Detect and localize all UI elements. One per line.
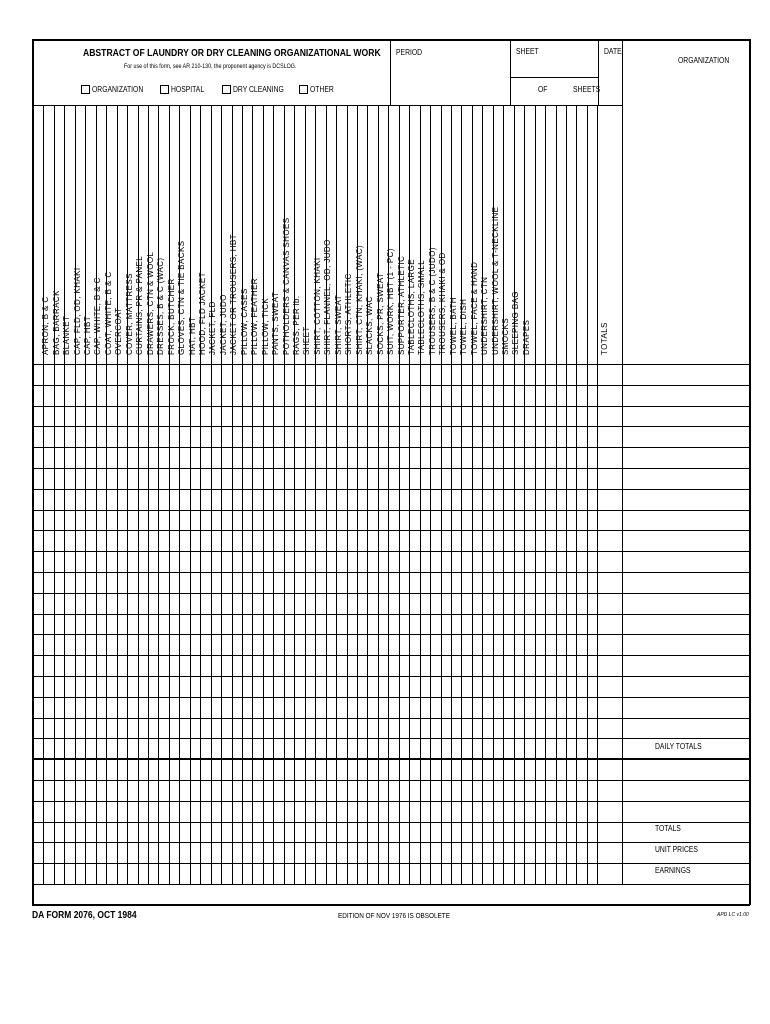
column-line xyxy=(273,105,274,885)
row-line xyxy=(32,426,750,427)
row-line xyxy=(32,697,750,698)
dry-cleaning-checkbox[interactable] xyxy=(222,85,231,94)
column-line xyxy=(367,105,368,885)
item-header: CAP, FLD, OD, KHAKI xyxy=(72,267,82,355)
header-divider xyxy=(390,39,391,105)
period-label: PERIOD xyxy=(396,48,423,57)
column-line xyxy=(85,105,86,885)
header-divider xyxy=(510,39,511,105)
daily-totals-label: DAILY TOTALS xyxy=(655,742,702,751)
column-line xyxy=(482,105,483,885)
item-header: PILLOW, FEATHER xyxy=(250,278,260,355)
column-line xyxy=(211,105,212,885)
item-header: SLACKS, WAC xyxy=(365,296,375,355)
column-line xyxy=(451,105,452,885)
column-line xyxy=(399,105,400,885)
item-header: SHEET xyxy=(302,326,312,355)
row-line xyxy=(32,780,750,781)
version-label: APD LC v1.00 xyxy=(717,912,749,918)
column-line xyxy=(409,105,410,885)
item-header: BAG, BARRACK xyxy=(51,290,61,355)
item-header: HOOD, FLD JACKET xyxy=(197,272,207,355)
sheets-label: SHEETS xyxy=(573,85,601,94)
column-line xyxy=(158,105,159,885)
column-line xyxy=(138,105,139,885)
item-header: DRESSES, B & C (WAC) xyxy=(156,257,166,355)
column-line xyxy=(127,105,128,885)
form-subtitle: For use of this form, see AR 210-130, the proponent agency is DCSLOG. xyxy=(124,63,297,70)
column-line xyxy=(117,105,118,885)
row-line xyxy=(32,364,750,365)
item-header: HAT, HBT xyxy=(187,316,197,355)
item-header: JACKET, FLD xyxy=(208,301,218,355)
column-line xyxy=(535,105,536,885)
column-line xyxy=(556,105,557,885)
header-bottom-line xyxy=(32,105,622,106)
item-header: SHIRT, COTTON, KHAKI xyxy=(312,257,322,355)
column-line xyxy=(96,105,97,885)
row-line xyxy=(32,884,750,885)
laundry-abstract-form xyxy=(32,39,750,905)
item-header: PILLOW, TICK xyxy=(260,297,270,355)
item-header: PILLOW, CASES xyxy=(239,288,249,355)
earnings-label: EARNINGS xyxy=(655,866,691,875)
row-line xyxy=(32,530,750,531)
column-line xyxy=(336,105,337,885)
item-header: SLEEPING BAG xyxy=(511,291,521,355)
item-header: JACKET, JUDO xyxy=(218,294,228,355)
item-header: TROUSERS, B & C (JUDO) xyxy=(427,247,437,355)
column-line xyxy=(242,105,243,885)
header-divider xyxy=(510,77,598,78)
row-line xyxy=(32,551,750,552)
form-border xyxy=(32,39,34,905)
sheet-label: SHEET xyxy=(516,47,539,56)
organization-checkbox-label: ORGANIZATION xyxy=(92,85,144,94)
item-header: SHIRT, CTN, KHAKI, (WAC) xyxy=(354,244,364,355)
column-line xyxy=(461,105,462,885)
column-line xyxy=(252,105,253,885)
row-line xyxy=(32,468,750,469)
hospital-checkbox-label: HOSPITAL xyxy=(171,85,205,94)
column-line xyxy=(545,105,546,885)
column-line xyxy=(514,105,515,885)
column-line xyxy=(106,105,107,885)
dry-cleaning-checkbox-label: DRY CLEANING xyxy=(233,85,284,94)
item-header: TABLECLOTHS, SMALL xyxy=(417,259,427,355)
edition-note: EDITION OF NOV 1976 IS OBSOLETE xyxy=(338,911,450,920)
row-line xyxy=(32,842,750,843)
unit-prices-label: UNIT PRICES xyxy=(655,845,698,854)
form-border xyxy=(749,39,751,905)
item-header: SOCKS, PR, SWEAT xyxy=(375,272,385,355)
column-line xyxy=(169,105,170,885)
item-header: CAP, HBT xyxy=(83,315,93,355)
item-header: CURTAINS, PR & PANEL xyxy=(135,255,145,355)
item-header: TOWEL, DISH xyxy=(459,298,469,355)
item-header: PANTS, SWEAT xyxy=(271,291,281,355)
row-line xyxy=(32,385,750,386)
column-line xyxy=(75,105,76,885)
row-line xyxy=(32,510,750,511)
of-label: OF xyxy=(538,85,548,94)
column-line xyxy=(190,105,191,885)
item-header: SHIRT, SWEAT xyxy=(333,294,343,355)
item-header: UNDERSHIRT, CTN xyxy=(480,276,490,355)
item-header: UNDERSHIRT, WOOL & T-NECKLINE xyxy=(490,206,500,355)
row-line xyxy=(32,718,750,719)
totals-label: TOTALS xyxy=(655,824,681,833)
other-checkbox-label: OTHER xyxy=(310,85,334,94)
row-line xyxy=(32,759,750,760)
item-header: SHIRT, FLANNEL, OD, JUDO xyxy=(323,239,333,355)
row-line xyxy=(32,801,750,802)
item-header: POTHOLDERS & CANVAS SHOES xyxy=(281,217,291,355)
item-header: FROCK, BUTCHER xyxy=(166,278,176,355)
column-line xyxy=(64,105,65,885)
item-header: OVERCOAT xyxy=(114,307,124,355)
column-line xyxy=(315,105,316,885)
column-line xyxy=(294,105,295,885)
item-header: TROUSERS, KHAKI & OD xyxy=(438,252,448,355)
row-line xyxy=(32,676,750,677)
form-border xyxy=(32,904,750,906)
form-border xyxy=(32,39,750,41)
column-line xyxy=(576,105,577,885)
form-number: DA FORM 2076, OCT 1984 xyxy=(32,910,137,921)
item-header: TOWEL, FACE & HAND xyxy=(469,261,479,355)
item-header: JACKET OR TROUSERS, HBT xyxy=(229,234,239,355)
item-header: SUPPORTER, ATHLETIC xyxy=(396,255,406,355)
item-header: GLOVES, CTN & TIE BACKS xyxy=(177,240,187,355)
item-header: BLANKET xyxy=(62,315,72,355)
column-line xyxy=(503,105,504,885)
column-line xyxy=(347,105,348,885)
hospital-checkbox[interactable] xyxy=(160,85,169,94)
column-line xyxy=(200,105,201,885)
column-line xyxy=(472,105,473,885)
item-header: COAT, WHITE, B & C xyxy=(103,271,113,355)
item-header: TOWEL, BATH xyxy=(448,297,458,355)
column-line xyxy=(232,105,233,885)
column-line xyxy=(441,105,442,885)
column-line xyxy=(378,105,379,885)
item-header: DRAPES xyxy=(521,319,531,355)
item-header: RAGS, PER lb. xyxy=(292,295,302,355)
item-header: DRAWERS, CTN & WOOL xyxy=(145,251,155,355)
column-line xyxy=(430,105,431,885)
item-header: TABLECLOTHS, LARGE xyxy=(406,259,416,355)
column-line xyxy=(566,105,567,885)
row-line xyxy=(32,738,750,739)
item-header: CAP, WHITE, B & C xyxy=(93,277,103,355)
row-line xyxy=(32,822,750,823)
column-line xyxy=(388,105,389,885)
organization-checkbox[interactable] xyxy=(81,85,90,94)
item-header: SMOCKS xyxy=(501,317,511,355)
item-header: SUIT, WORK, HBT (1 - PC) xyxy=(386,248,396,355)
column-line xyxy=(43,105,44,885)
column-line xyxy=(524,105,525,885)
column-line xyxy=(597,105,598,885)
other-checkbox[interactable] xyxy=(299,85,308,94)
totals-column-header: TOTALS xyxy=(600,322,610,355)
row-line xyxy=(32,593,750,594)
row-line xyxy=(32,406,750,407)
row-line xyxy=(32,489,750,490)
row-line xyxy=(32,655,750,656)
item-header: APRON, B & C xyxy=(41,296,51,355)
header-divider xyxy=(598,39,599,105)
column-line xyxy=(54,105,55,885)
column-line xyxy=(263,105,264,885)
item-header: SHORTS, ATHLETIC xyxy=(344,273,354,355)
row-line xyxy=(32,572,750,573)
form-title: ABSTRACT OF LAUNDRY OR DRY CLEANING ORGANIZATIONAL WORK xyxy=(83,47,381,59)
row-line xyxy=(32,863,750,864)
item-header: COVER, MATTRESS xyxy=(124,273,134,355)
row-line xyxy=(32,447,750,448)
column-line xyxy=(326,105,327,885)
row-line xyxy=(32,614,750,615)
column-line xyxy=(420,105,421,885)
column-line xyxy=(305,105,306,885)
column-line xyxy=(148,105,149,885)
column-line xyxy=(221,105,222,885)
date-label: DATE xyxy=(604,47,622,56)
column-line xyxy=(357,105,358,885)
daily-totals-rule xyxy=(32,758,750,759)
organization-header: ORGANIZATION xyxy=(678,56,730,65)
column-line xyxy=(587,105,588,885)
column-line xyxy=(179,105,180,885)
row-line xyxy=(32,634,750,635)
